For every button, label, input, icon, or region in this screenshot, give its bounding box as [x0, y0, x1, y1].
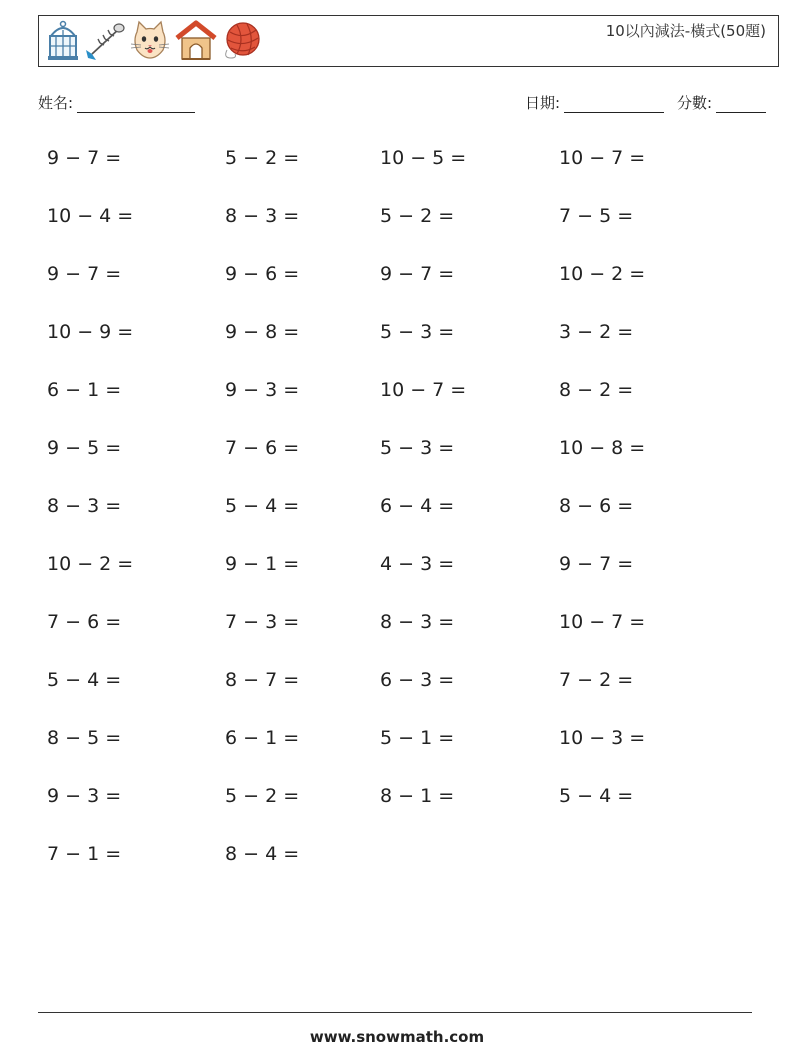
date-blank[interactable]: [564, 96, 664, 113]
name-field: [38, 92, 195, 113]
worksheet-header: [38, 15, 779, 67]
problem-item: 7 − 1 =: [47, 843, 122, 865]
problem-item: 7 − 6 =: [225, 437, 300, 459]
problem-item: 5 − 2 =: [225, 785, 300, 807]
problem-item: 10 − 8 =: [559, 437, 646, 459]
problem-item: 10 − 2 =: [47, 553, 134, 575]
problem-item: 9 − 7 =: [380, 263, 455, 285]
problem-item: 10 − 7 =: [559, 147, 646, 169]
fish-bone-icon: [84, 20, 126, 62]
problem-item: 8 − 3 =: [225, 205, 300, 227]
date-label: 日期:: [525, 94, 561, 112]
problem-item: 4 − 3 =: [380, 553, 455, 575]
problem-item: 9 − 3 =: [47, 785, 122, 807]
problem-item: 9 − 8 =: [225, 321, 300, 343]
problem-item: 7 − 6 =: [47, 611, 122, 633]
problem-item: 6 − 1 =: [225, 727, 300, 749]
problem-item: 5 − 2 =: [225, 147, 300, 169]
date-field: [525, 92, 664, 113]
problem-item: 3 − 2 =: [559, 321, 634, 343]
problem-item: 6 − 1 =: [47, 379, 122, 401]
problem-item: 8 − 4 =: [225, 843, 300, 865]
problem-item: 9 − 7 =: [559, 553, 634, 575]
worksheet-title: 10以內減法-橫式(50題): [605, 22, 766, 40]
problem-item: 6 − 4 =: [380, 495, 455, 517]
problem-item: 8 − 6 =: [559, 495, 634, 517]
header-icons: [45, 20, 263, 62]
problem-item: 9 − 1 =: [225, 553, 300, 575]
problem-item: 5 − 4 =: [225, 495, 300, 517]
problem-item: 8 − 3 =: [47, 495, 122, 517]
problem-item: 8 − 2 =: [559, 379, 634, 401]
score-label: 分數:: [677, 94, 713, 112]
problem-item: 5 − 4 =: [47, 669, 122, 691]
problem-item: 7 − 3 =: [225, 611, 300, 633]
problem-item: 5 − 2 =: [380, 205, 455, 227]
name-blank[interactable]: [77, 96, 195, 113]
problem-item: 8 − 7 =: [225, 669, 300, 691]
problem-item: 10 − 7 =: [559, 611, 646, 633]
problem-item: 9 − 7 =: [47, 263, 122, 285]
problem-item: 10 − 9 =: [47, 321, 134, 343]
score-blank[interactable]: [716, 96, 766, 113]
problem-item: 8 − 3 =: [380, 611, 455, 633]
problem-item: 9 − 6 =: [225, 263, 300, 285]
problem-item: 9 − 5 =: [47, 437, 122, 459]
cat-face-icon: [129, 20, 171, 62]
problem-item: 10 − 5 =: [380, 147, 467, 169]
problem-item: 7 − 5 =: [559, 205, 634, 227]
footer-url: www.snowmath.com: [309, 1028, 485, 1046]
birdcage-icon: [45, 20, 81, 62]
name-label: 姓名:: [38, 94, 74, 112]
problem-item: 10 − 2 =: [559, 263, 646, 285]
problem-item: 10 − 3 =: [559, 727, 646, 749]
footer-divider: [38, 1012, 752, 1013]
score-field: [677, 92, 766, 113]
yarn-ball-icon: [221, 20, 263, 62]
problem-item: 9 − 3 =: [225, 379, 300, 401]
problem-item: 5 − 1 =: [380, 727, 455, 749]
problem-item: 5 − 3 =: [380, 437, 455, 459]
dog-house-icon: [174, 20, 218, 62]
problem-item: 8 − 1 =: [380, 785, 455, 807]
problem-item: 10 − 7 =: [380, 379, 467, 401]
problem-item: 8 − 5 =: [47, 727, 122, 749]
problem-item: 6 − 3 =: [380, 669, 455, 691]
problem-item: 9 − 7 =: [47, 147, 122, 169]
problem-item: 10 − 4 =: [47, 205, 134, 227]
problem-item: 7 − 2 =: [559, 669, 634, 691]
problem-item: 5 − 4 =: [559, 785, 634, 807]
problem-item: 5 − 3 =: [380, 321, 455, 343]
